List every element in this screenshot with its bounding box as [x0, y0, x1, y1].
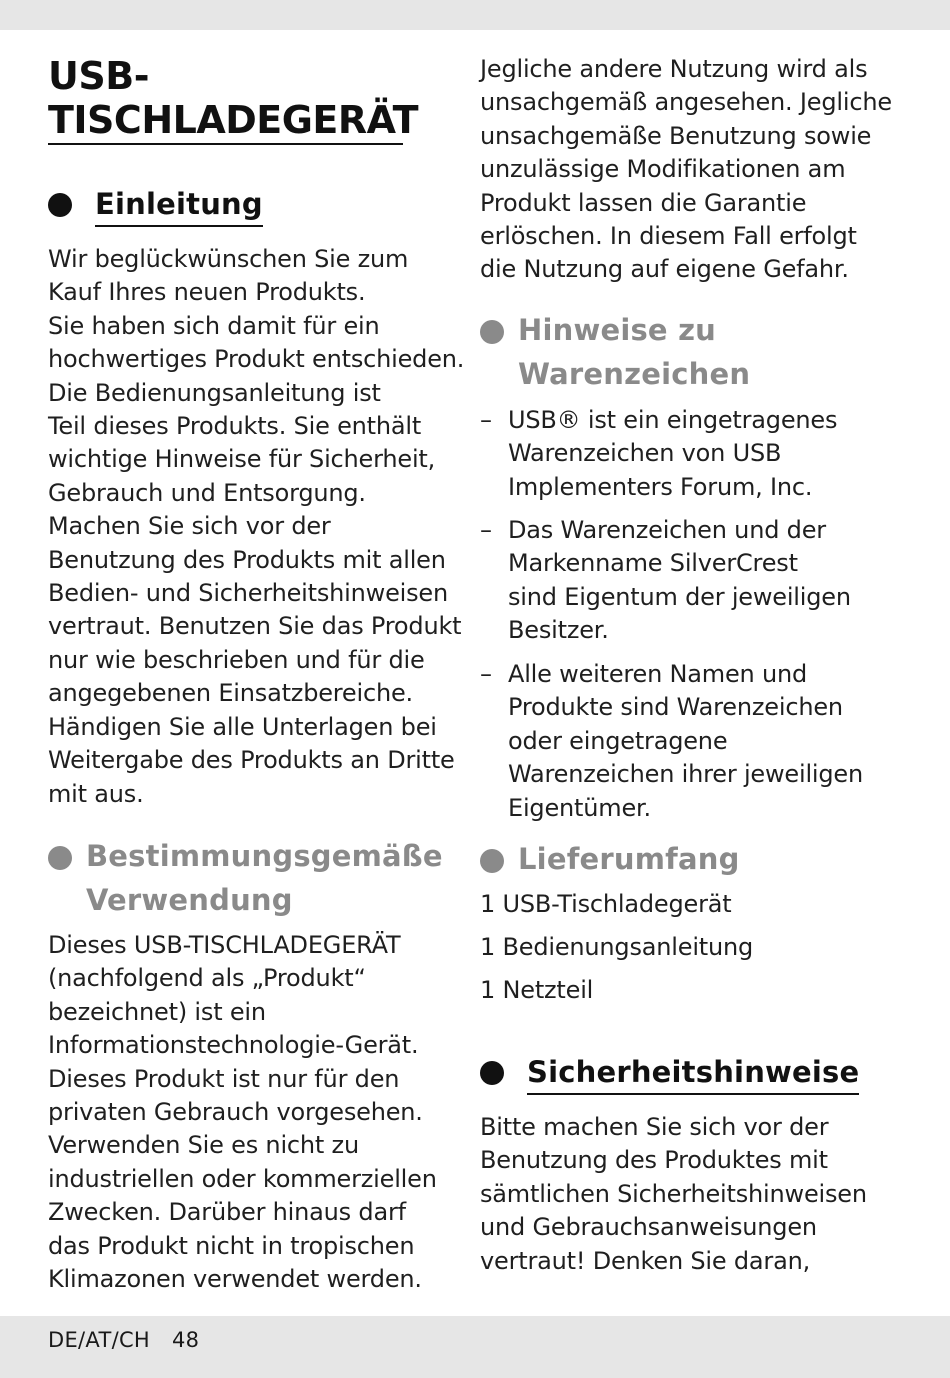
section-heading-text: Bestimmungsgemäße: [86, 839, 443, 873]
bullet-line: Warenzeichen von USB: [508, 439, 782, 468]
bullet-dot-icon: [480, 849, 504, 873]
section-heading-text: Hinweise zu: [518, 313, 717, 347]
text-line: privaten Gebrauch vorgesehen.: [48, 1098, 423, 1127]
section-heading-text: Verwendung: [86, 883, 293, 917]
text-line: Gebrauch und Entsorgung.: [48, 478, 366, 507]
dash-icon: –: [480, 660, 492, 688]
section-heading-text: Warenzeichen: [518, 357, 751, 391]
text-line: Produkt lassen die Garantie: [480, 188, 807, 217]
section-paragraph-bestimmung: [48, 929, 448, 1296]
dash-icon: –: [480, 516, 492, 544]
package-item: 1 Bedienungsanleitung: [480, 933, 754, 961]
section-heading-lieferumfang: [480, 837, 900, 885]
section-paragraph-sicherheit: [480, 1111, 900, 1278]
bullet-line: oder eingetragene: [508, 726, 728, 755]
text-line: mit aus.: [48, 779, 144, 808]
document-title: [48, 54, 419, 145]
bullet-dot-icon: [480, 320, 504, 344]
bullet-line: Besitzer.: [508, 616, 609, 645]
bullet-dot-icon: [48, 193, 72, 217]
section-heading-text: Sicherheitshinweise: [527, 1051, 859, 1095]
text-line: vertraut. Benutzen Sie das Produkt: [48, 612, 462, 641]
bullet-line: USB® ist ein eingetragenes: [508, 406, 838, 434]
text-line: Verwenden Sie es nicht zu: [48, 1131, 359, 1160]
text-line: nur wie beschrieben und für die: [48, 645, 425, 674]
section-heading-text: Einleitung: [95, 183, 263, 227]
text-line: Sie haben sich damit für ein: [48, 311, 380, 340]
bullet-line: sind Eigentum der jeweiligen: [508, 582, 851, 611]
text-line: Dieses Produkt ist nur für den: [48, 1064, 400, 1093]
text-line: Die Bedienungsanleitung ist: [48, 378, 381, 407]
text-line: sämtlichen Sicherheitshinweisen: [480, 1179, 867, 1208]
section-paragraph-einleitung: [48, 243, 465, 811]
text-line: Klimazonen verwendet werden.: [48, 1265, 422, 1294]
package-item: 1 USB-Tischladegerät: [480, 890, 732, 918]
text-line: Kauf Ihres neuen Produkts.: [48, 278, 366, 307]
text-line: bezeichnet) ist ein: [48, 997, 266, 1026]
text-line: hochwertiges Produkt entschieden.: [48, 345, 465, 374]
section-heading-text: Lieferumfang: [518, 842, 740, 876]
text-line: Teil dieses Produkts. Sie enthält: [48, 412, 422, 441]
text-line: Machen Sie sich vor der: [48, 512, 331, 541]
text-line: unsachgemäß angesehen. Jegliche: [480, 88, 892, 117]
text-line: die Nutzung auf eigene Gefahr.: [480, 255, 849, 284]
text-line: Benutzung des Produktes mit: [480, 1146, 828, 1175]
text-line: Händigen Sie alle Unterlagen bei: [48, 712, 437, 741]
text-line: Zwecken. Darüber hinaus darf: [48, 1198, 406, 1227]
text-line: erlöschen. In diesem Fall erfolgt: [480, 222, 857, 251]
section-heading-sicherheit: [480, 1051, 900, 1099]
document-title-line: USB-: [48, 54, 149, 98]
trademark-bullet: [480, 404, 900, 514]
trademark-bullet: [480, 514, 900, 654]
text-line: unsachgemäße Benutzung sowie: [480, 121, 872, 150]
page-number: 48: [172, 1328, 200, 1352]
document-title-line: TISCHLADEGERÄT: [48, 98, 419, 142]
text-line: das Produkt nicht in tropischen: [48, 1231, 415, 1260]
bullet-line: Alle weiteren Namen und: [508, 660, 808, 688]
page-footer: [48, 1328, 199, 1352]
text-line: Wir beglückwünschen Sie zum: [48, 245, 409, 273]
section-heading-bestimmung: [48, 834, 448, 926]
dash-icon: –: [480, 406, 492, 434]
bullet-line: Eigentümer.: [508, 793, 651, 822]
bullet-line: Das Warenzeichen und der: [508, 516, 826, 544]
text-line: Bitte machen Sie sich vor der: [480, 1113, 829, 1141]
bullet-line: Markenname SilverCrest: [508, 549, 798, 578]
text-line: und Gebrauchsanweisungen: [480, 1213, 817, 1242]
bullet-dot-icon: [48, 846, 72, 870]
text-line: angegebenen Einsatzbereiche.: [48, 679, 413, 708]
trademark-bullet: [480, 658, 900, 828]
text-line: Jegliche andere Nutzung wird als: [480, 55, 868, 83]
bullet-line: Implementers Forum, Inc.: [508, 472, 813, 501]
package-item: 1 Netzteil: [480, 976, 594, 1004]
section-heading-einleitung: [48, 183, 448, 231]
text-line: (nachfolgend als „Produkt“: [48, 964, 366, 993]
text-line: industriellen oder kommerziellen: [48, 1164, 437, 1193]
bullet-dot-icon: [480, 1061, 504, 1085]
top-margin-bar: [0, 0, 950, 30]
bullet-line: Produkte sind Warenzeichen: [508, 693, 843, 722]
footer-locale: DE/AT/CH: [48, 1328, 151, 1352]
text-line: Informationstechnologie-Gerät.: [48, 1031, 419, 1060]
bullet-line: Warenzeichen ihrer jeweiligen: [508, 760, 863, 789]
section-heading-warenzeichen: [480, 308, 900, 400]
text-line: wichtige Hinweise für Sicherheit,: [48, 445, 436, 474]
text-line: unzulässige Modifikationen am: [480, 155, 846, 184]
text-line: vertraut! Denken Sie daran,: [480, 1246, 811, 1275]
text-line: Weitergabe des Produkts an Dritte: [48, 746, 455, 775]
text-line: Bedien- und Sicherheitshinweisen: [48, 579, 448, 608]
text-line: Benutzung des Produkts mit allen: [48, 545, 446, 574]
text-line: Dieses USB-TISCHLADEGERÄT: [48, 931, 401, 959]
section-paragraph-bestimmung-continued: [480, 53, 900, 287]
